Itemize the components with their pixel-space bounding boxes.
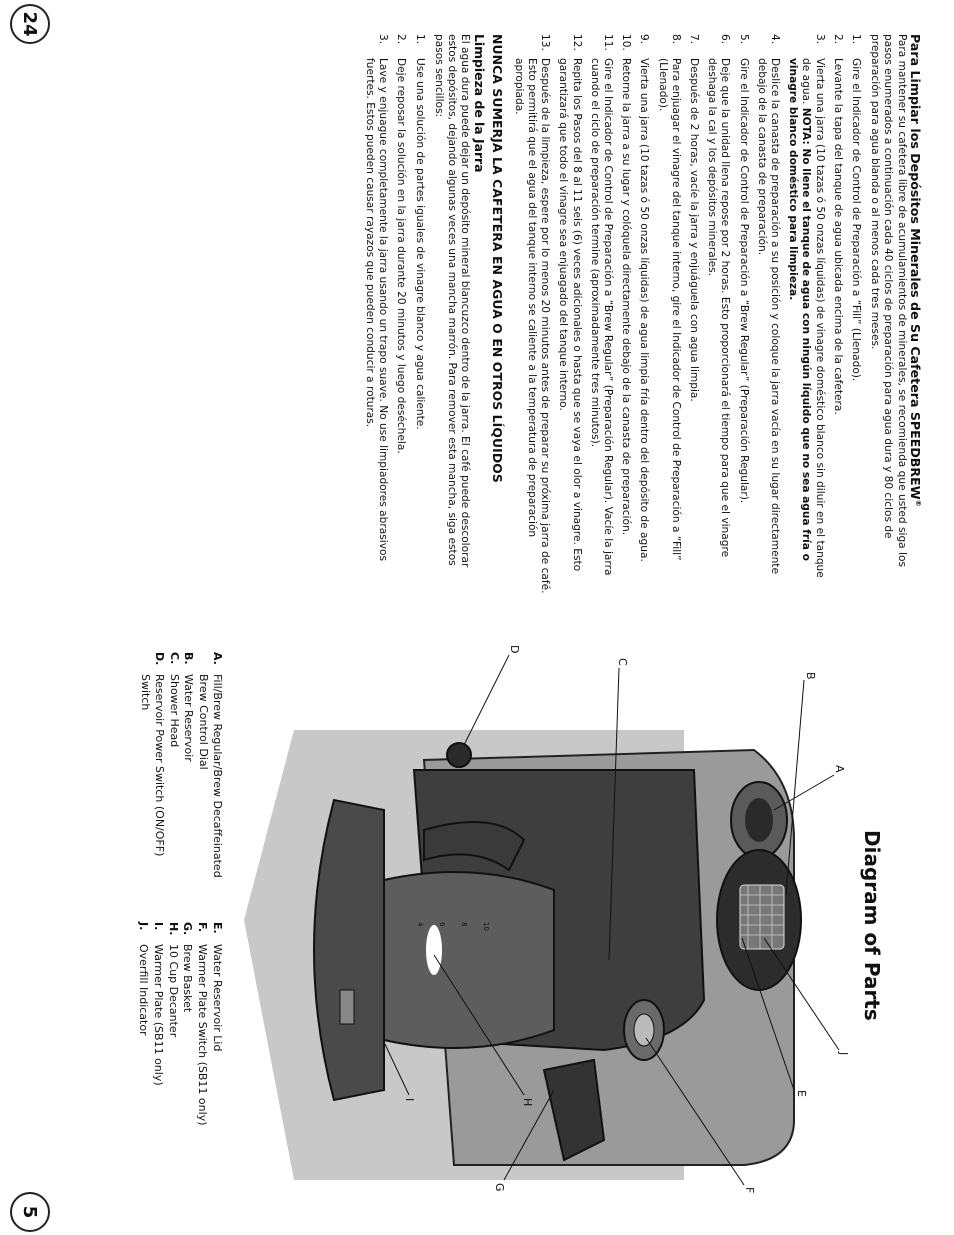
part-a [196, 652, 224, 892]
dial-knob [745, 798, 773, 842]
callout-label-e: E [795, 1090, 808, 1097]
step-number: 3. [377, 34, 390, 45]
step-number: 6. [719, 34, 732, 45]
cleaning-heading [909, 34, 924, 594]
step-text: Vierta una jarra (10 tazas ó 50 onzas líquidas) de vinagre doméstico blanco sin diluir en el tanque de agua. [800, 58, 826, 578]
step-text: Vierta una jarra (10 tazas ó 50 onzas líquidas) de agua limpia fría dentro del depósito de agua. [638, 58, 651, 562]
part-letter: H. [166, 922, 180, 936]
callout-label-d: D [508, 645, 521, 654]
page-number-left: 24 [10, 4, 50, 44]
part-f [195, 922, 209, 1192]
step-number: 13. [539, 34, 552, 51]
cleaning-steps-list [512, 34, 862, 594]
part-name: Warmer Plate (SB11 only) [151, 944, 165, 1086]
step-number: 1. [850, 34, 862, 45]
callout-label-j: J [837, 1052, 850, 1056]
steps-step [512, 34, 552, 594]
part-letter: A. [211, 652, 224, 665]
step-number: 2. [395, 34, 408, 45]
reservoir-power-switch [447, 743, 471, 767]
parts-legend-left [137, 652, 224, 892]
step-number: 11. [601, 34, 614, 51]
part-letter: J. [137, 922, 151, 931]
part-letter: F. [196, 922, 210, 933]
page-number-right: 5 [10, 1192, 50, 1232]
carafe-cleaning-intro: El agua dura puede dejar un depósito mineral blancuzco dentro de la jarra. El café puede descolorar estos depósitos, dejando algunas veces una mancha marrón. Para remover esta mancha, siga estos pasos sencillos: [432, 34, 472, 568]
part-name: Overfill Indicator [137, 944, 151, 1036]
part-e [210, 922, 224, 1192]
steps-step [619, 34, 633, 594]
steps-step [849, 34, 862, 594]
callout-label-i: I [403, 1098, 416, 1102]
part-c [167, 652, 181, 892]
step-number: 4. [768, 34, 781, 45]
diagram-title: Diagram of Parts [860, 830, 884, 1021]
step-number: 10. [620, 34, 633, 51]
decanter-body [384, 872, 554, 1048]
decanter-marking: 6 [438, 922, 446, 927]
step-text: Use una solución de partes iguales de vinagre blanco y agua caliente. [413, 58, 426, 430]
steps-step [705, 34, 732, 594]
carafe-cleaning-heading: Limpieza de la Jarra [472, 34, 488, 173]
carafe_steps-step [394, 34, 408, 594]
carafe_steps-step [412, 34, 426, 594]
step-number: 12. [570, 34, 583, 51]
cleaning-heading-text: Para Limpiar los Depósitos Minerales de Su Cafetera SPEEDBREW [907, 34, 923, 500]
decanter-marking: 8 [460, 922, 468, 927]
part-letter: B. [182, 652, 196, 665]
step-number: 3. [813, 34, 826, 45]
steps-step [588, 34, 614, 594]
immersion-warning: NUNCA SUMERJA LA CAFETERA EN AGUA O EN OTROS LÍQUIDOS [489, 34, 505, 483]
step-text: Retorne la jarra a su lugar y colóquela directamente debajo de la canasta de preparación. [620, 58, 633, 536]
cleaning-instructions [355, 34, 924, 594]
registered-mark: ® [914, 499, 922, 507]
step-text: Para enjuagar el vinagre del tanque interno, gire el Indicador de Control de Preparación a “Fill” (Llenado). [656, 58, 682, 561]
steps-step [786, 34, 826, 594]
callout-label-b: B [804, 672, 817, 680]
callout-label-a: A [833, 765, 846, 773]
warmer-plate-base [314, 800, 384, 1100]
step-number: 9. [638, 34, 651, 45]
warmer-plate-switch-window [340, 990, 354, 1024]
step-text: Lave y enjuague completamente la jarra usando un trapo suave. No use limpiadores abrasivos fuertes. Estos pueden causar rayazos que pueden conducir a roturas. [363, 58, 390, 561]
part-name: Water Reservoir Lid [211, 944, 224, 1052]
part-name: Reservoir Power Switch (ON/OFF) Switch [139, 674, 166, 857]
carafe_steps-step [363, 34, 390, 594]
step-number: 5. [737, 34, 750, 45]
carafe-steps-list [363, 34, 426, 594]
part-g [181, 922, 195, 1192]
steps-step [687, 34, 700, 594]
steps-step [755, 34, 781, 594]
overfill-indicator-window [740, 885, 784, 949]
step-number: 7. [687, 34, 700, 45]
parts-legend-right [135, 922, 224, 1192]
steps-step [736, 34, 750, 594]
step-text: Deje reposar la solución en la jarra durante 20 minutos y luego deséchela. [395, 58, 408, 454]
callout-label-c: C [616, 658, 629, 666]
part-d [138, 652, 166, 892]
step-text: Levante la tapa del tanque de agua ubicada encima de la cafetera. [831, 58, 844, 415]
part-b [182, 652, 196, 892]
decanter-marking: 4 [416, 922, 424, 927]
steps-step [831, 34, 844, 594]
part-j [136, 922, 150, 1192]
part-name: Brew Basket [181, 944, 195, 1013]
decanter-highlight [426, 925, 442, 975]
part-letter: E. [211, 922, 224, 934]
callout-label-g: G [493, 1183, 506, 1192]
part-h [166, 922, 180, 1192]
step-text: Repita los Pasos del 8 al 11 seis (6) veces adicionales o hasta que se vaya el olor a vinagre. Esto garantizará que todo el vinagre sea enjuagado del tanque interno. [557, 58, 583, 572]
step-note: NOTA: No llene el tanque de agua con ningún líquido que no sea agua fría o vinagre blanco doméstico para limpieza. [787, 58, 813, 561]
coffee-maker-diagram [194, 620, 854, 1220]
step-text: Después de 2 horas, vacíe la jarra y enjuáguela con agua limpia. [687, 58, 700, 402]
step-text: Gire el Indicador de Control de Preparación a “Brew Regular” (Preparación Regular). [737, 58, 750, 504]
part-name: Fill/Brew Regular/Brew Decaffeinated Brew Control Dial [197, 674, 224, 878]
part-letter: D. [152, 652, 166, 666]
step-text: Deslice la canasta de preparación a su posición y coloque la jarra vacía en su lugar directamente debajo de la canasta de preparación. [755, 58, 781, 574]
step-number: 1. [413, 34, 426, 45]
step-text: Gire el Indicador de Control de Preparación a “Fill” (Llenado). [850, 58, 862, 382]
part-letter: I. [151, 922, 165, 931]
step-text: Gire el Indicador de Control de Preparación a “Brew Regular” (Preparación Regular). Vacíe la jarra cuando el ciclo de preparación termine (aproximadamente tres minutos). [588, 58, 614, 576]
callout-label-f: F [743, 1187, 756, 1194]
part-name: 10 Cup Decanter [166, 944, 180, 1038]
part-name: Warmer Plate Switch (SB11 only) [196, 944, 210, 1126]
part-i [151, 922, 165, 1192]
step-number: 2. [831, 34, 844, 45]
step-text: Deje que la unidad llena repose por 2 horas. Esto proporcionará el tiempo para que el vinagre deshaga la cal y los depósitos minerales. [706, 58, 732, 558]
part-name: Shower Head [167, 674, 181, 748]
callout-label-h: H [521, 1098, 534, 1107]
cleaning-intro: Para mantener su cafetera libre de acumulamientos de minerales, se recomienda que usted siga los pasos enumerados a continuación cada 40 ciclos de preparación para agua dura y 80 ciclos de preparación para agua blanda o al menos cada tres meses. [869, 34, 908, 567]
step-text: Después de la limpieza, espere por lo menos 20 minutos antes de preparar su próxima jarra de café. Esto permitirá que el agua del tanque interno se caliente a la temperatura de preparación apropiada. [512, 58, 552, 594]
steps-step [556, 34, 583, 594]
switch-button [634, 1014, 654, 1046]
part-letter: G. [181, 922, 195, 936]
step-number: 8. [669, 34, 682, 45]
steps-step [637, 34, 651, 594]
steps-step [655, 34, 682, 594]
part-letter: C. [167, 652, 181, 665]
decanter-marking: 10 [482, 922, 490, 931]
part-name: Water Reservoir [182, 674, 196, 762]
